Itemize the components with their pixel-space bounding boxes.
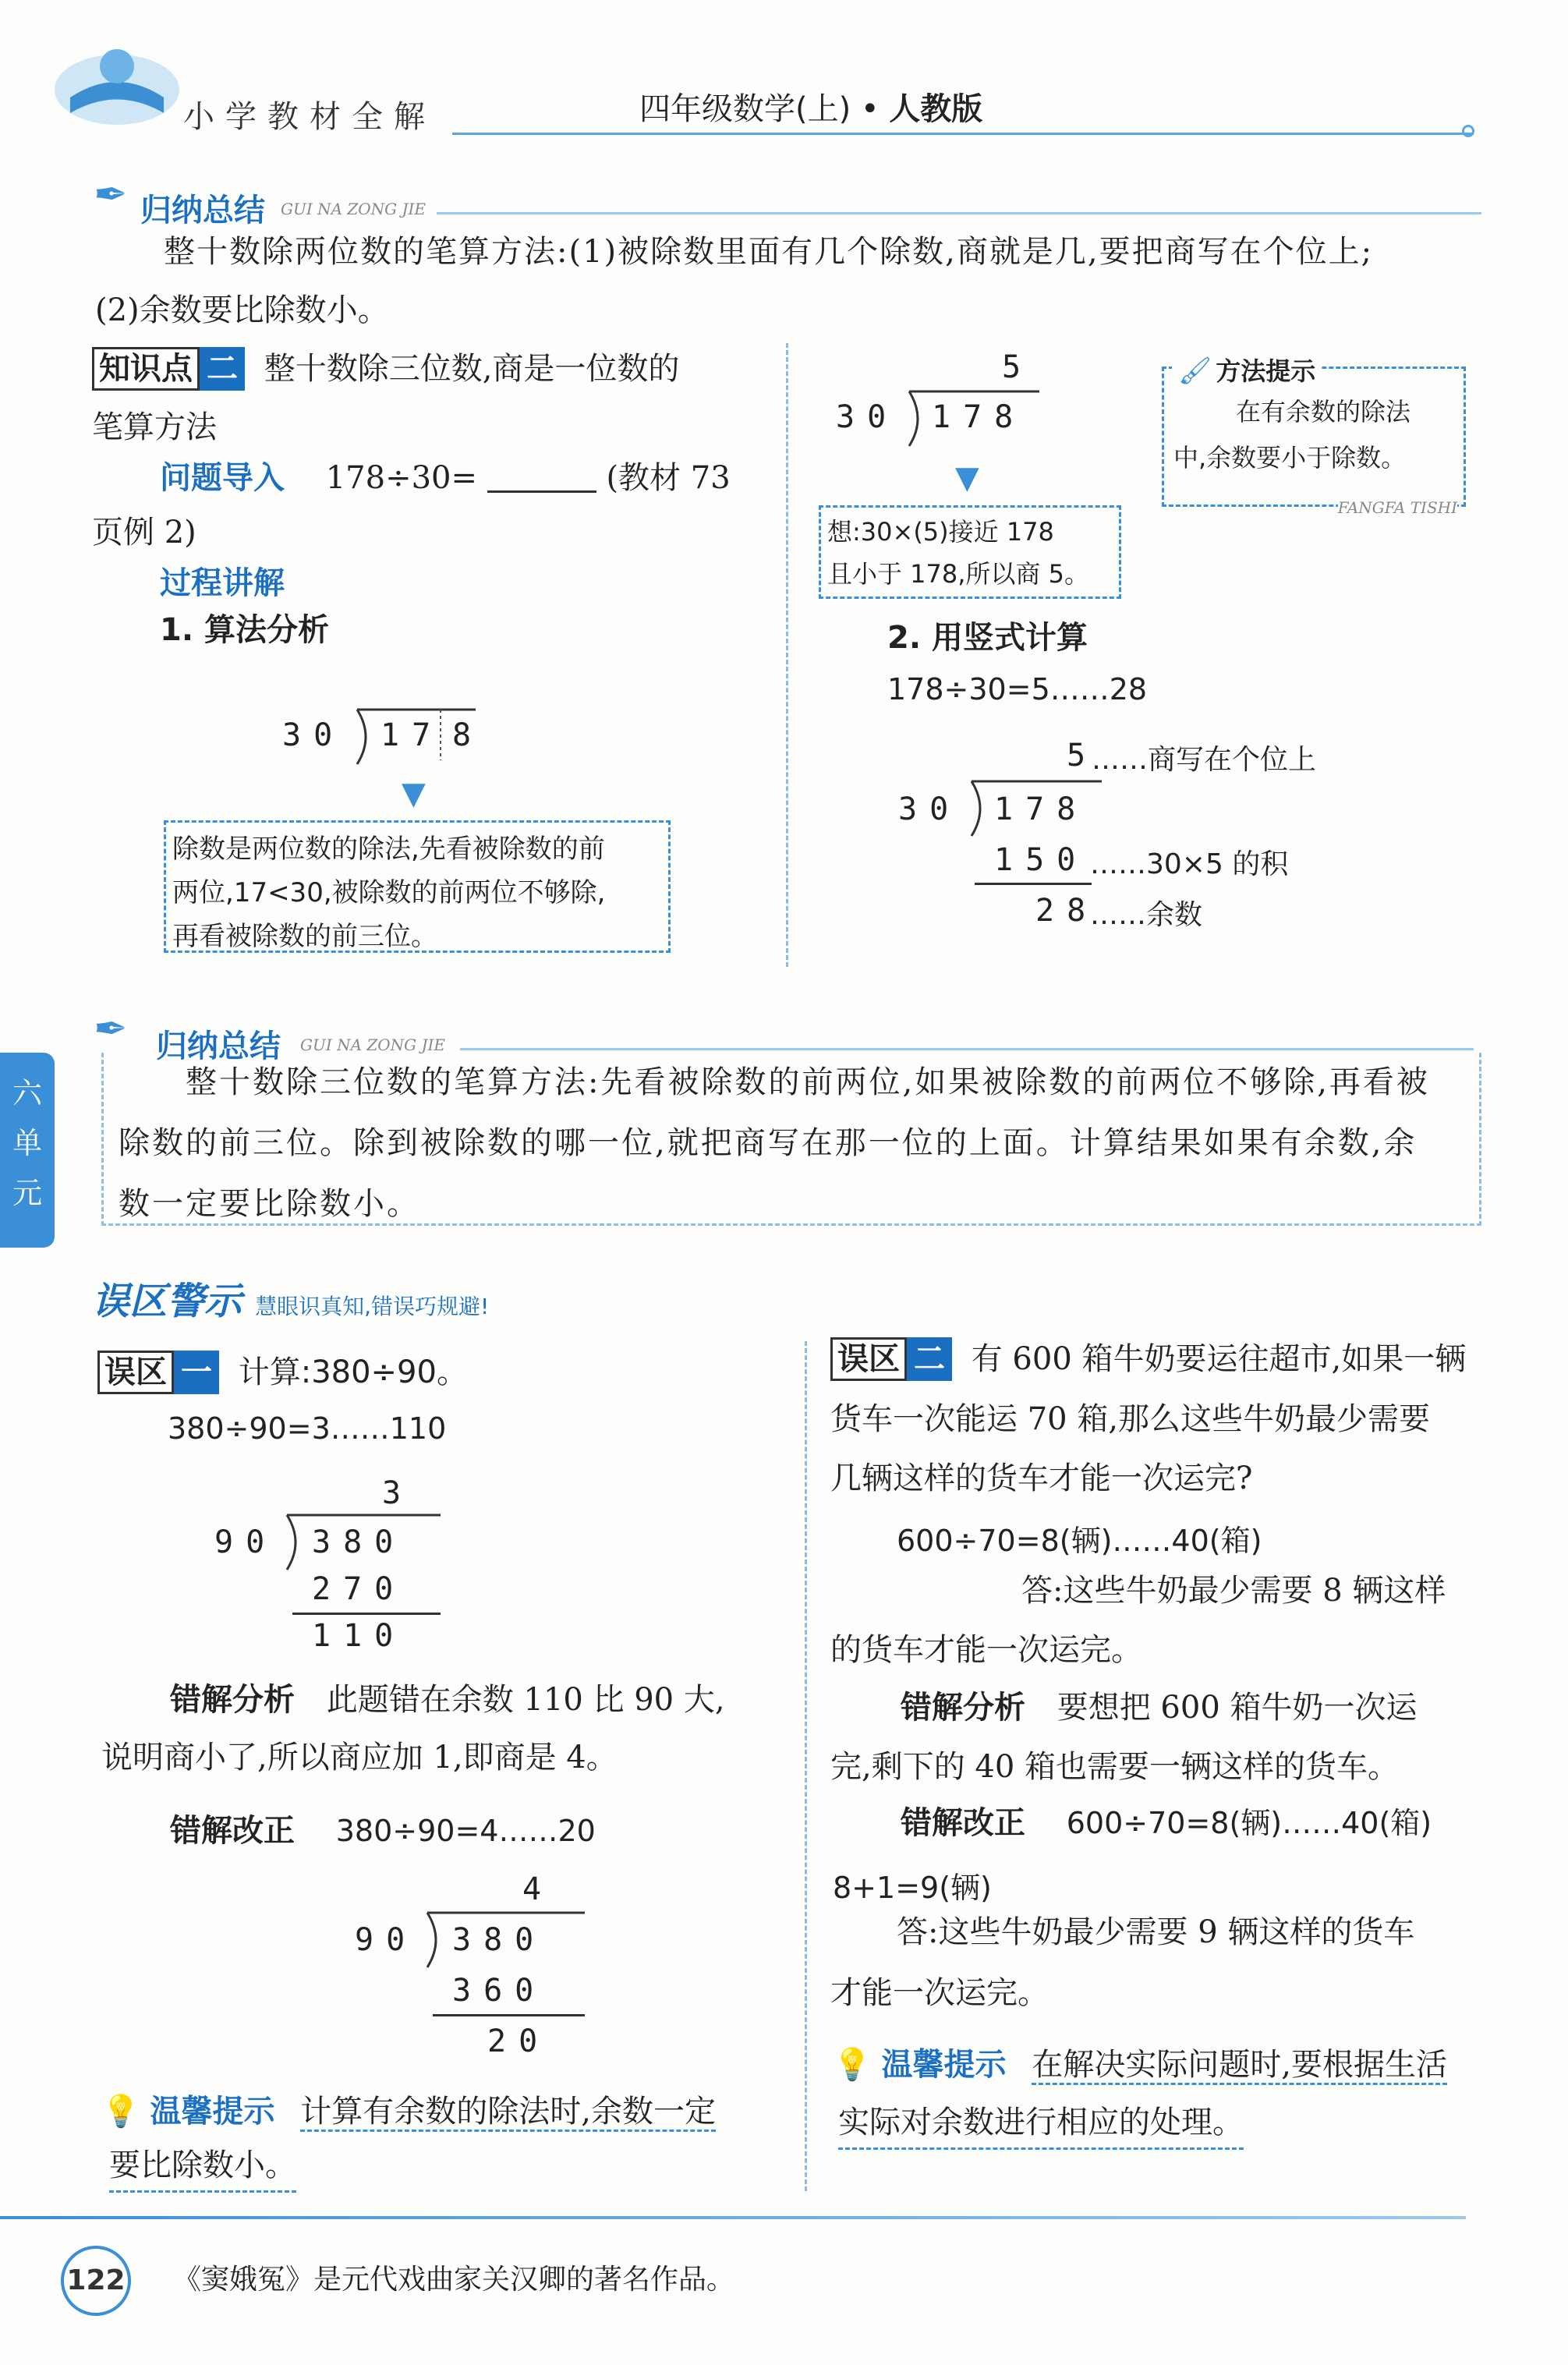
- err1-c-quotient: 4: [522, 1871, 554, 1907]
- err1-tip-label: 温馨提示: [150, 2094, 275, 2130]
- step2-r-note: ……余数: [1090, 899, 1203, 931]
- err1-prompt-text: 计算:380÷90。: [238, 1354, 468, 1390]
- step2-label: 2. 用竖式计算: [887, 620, 1088, 656]
- err1-analysis: [170, 1670, 725, 1729]
- summary2-line3: 数一定要比除数小。: [119, 1186, 420, 1222]
- intro-expr: 178÷30=: [325, 460, 477, 496]
- err2-fix-expr: 600÷70=8(辆)……40(箱): [1066, 1806, 1432, 1840]
- header-rule-dot: [1462, 125, 1474, 137]
- book-name: 四年级数学(上): [639, 91, 851, 127]
- err2-fix-ans-b: 才能一次运完。: [830, 1975, 1049, 2011]
- summary1-rule: [437, 212, 1481, 214]
- header-logo: [47, 23, 179, 133]
- summary2-rule: [460, 1048, 1474, 1050]
- err1-c-dividend: 380: [452, 1922, 547, 1958]
- err2-fix-label: 错解改正: [901, 1805, 1025, 1841]
- err2-wrong-expr: 600÷70=8(辆)……40(箱): [897, 1524, 1262, 1558]
- warning-subtitle: 慧眼识真知,错误巧规避!: [255, 1294, 490, 1319]
- warning-title: 误区警示: [92, 1280, 242, 1323]
- err2-analysis-a: 要想把 600 箱牛奶一次运: [1057, 1690, 1418, 1726]
- err2-tip-b: 实际对余数进行相应的处理。: [838, 2098, 1244, 2150]
- kp-tag: 知识点: [92, 347, 200, 391]
- err2-fix-ans-a: 答:这些牛奶最少需要 9 辆这样的货车: [897, 1914, 1415, 1950]
- err2-analysis-b: 完,剩下的 40 箱也需要一辆这样的货车。: [830, 1749, 1400, 1785]
- err1-tip: [101, 2082, 716, 2141]
- page-number: 122: [61, 2246, 131, 2316]
- book-icon: [47, 23, 179, 133]
- err1-w-rule: [292, 1613, 441, 1615]
- summary1-header: [94, 172, 1466, 228]
- step2-rule: [975, 883, 1092, 885]
- err1-tip-a: 计算有余数的除法时,余数一定: [300, 2094, 716, 2132]
- err2-tip-a: 在解决实际问题时,要根据生活: [1032, 2047, 1447, 2085]
- footer-note: 《窦娥冤》是元代戏曲家关汉卿的著名作品。: [173, 2264, 735, 2296]
- err2-tip-label: 温馨提示: [881, 2047, 1007, 2083]
- err2-wrong-ans-b: 的货车才能一次运完。: [830, 1632, 1142, 1668]
- err2-analysis: [901, 1678, 1418, 1737]
- summary1-pinyin: GUI NA ZONG JIE: [281, 200, 427, 218]
- side-tab-char: 元: [12, 1176, 42, 1210]
- pen-icon: ✒: [94, 172, 128, 218]
- kp-tag-number: 二: [200, 347, 245, 391]
- header-rule: [452, 133, 1474, 135]
- err1-analysis-b: 说明商小了,所以商应加 1,即商是 4。: [101, 1740, 618, 1776]
- err1-w-dividend: 380: [312, 1524, 406, 1560]
- step2-p-note: ……30×5 的积: [1090, 848, 1289, 880]
- tip-title: 方法提示: [1216, 356, 1316, 386]
- think-line: 想:30×(5)接近 178: [827, 517, 1054, 547]
- header-series: 小学教材全解: [183, 99, 436, 135]
- kp2-title-b: 笔算方法: [92, 409, 217, 445]
- err1-w-product: 270: [312, 1571, 406, 1607]
- arrow-down-icon: ▼: [402, 776, 426, 812]
- err1-c-rem: 20: [487, 2023, 550, 2059]
- lightbulb-icon: 💡: [101, 2094, 140, 2130]
- tip-box: [1162, 356, 1466, 517]
- warning-banner: [92, 1271, 489, 1326]
- header-dot: •: [860, 91, 880, 127]
- intro-note-a: (教材 73: [606, 460, 731, 496]
- unit-side-tab: [0, 1053, 55, 1248]
- right-quotient: 5: [1002, 349, 1034, 385]
- summary2-line1: 整十数除三位数的笔算方法:先看被除数的前两位,如果被除数的前两位不够除,再看被: [186, 1064, 1430, 1100]
- err1-c-divisor: 90: [355, 1922, 418, 1958]
- kp2-title-a: 整十数除三位数,商是一位数的: [264, 351, 680, 387]
- tip-line-1: 在有余数的除法: [1236, 397, 1411, 427]
- header-book-title: [639, 84, 982, 129]
- lightbulb-icon: 💡: [833, 2047, 872, 2083]
- err2-q2: 货车一次能运 70 箱,那么这些牛奶最少需要: [830, 1401, 1431, 1437]
- err1-tip-b: 要比除数小。: [109, 2140, 296, 2193]
- step2-quotient: 5: [1067, 738, 1099, 774]
- side-tab-char: 单: [12, 1126, 42, 1160]
- summary2-title: 归纳总结: [156, 1028, 281, 1064]
- kp2-title: [92, 339, 679, 398]
- summary2-pinyin: GUI NA ZONG JIE: [300, 1036, 446, 1054]
- err1-w-divisor: 90: [214, 1524, 278, 1560]
- err1-analysis-label: 错解分析: [170, 1682, 295, 1718]
- step2-q-note: ……商写在个位上: [1092, 744, 1317, 776]
- step2-dividend: 178: [994, 791, 1088, 827]
- err2-fix: [901, 1793, 1432, 1853]
- column-divider: [786, 343, 788, 967]
- brush-icon: 🖌: [1178, 356, 1212, 387]
- step1-divisor: 30: [282, 717, 345, 753]
- err2-fix-expr2: 8+1=9(辆): [833, 1871, 992, 1905]
- step1-box-line: 再看被除数的前三位。: [172, 921, 437, 952]
- right-divisor: 30: [836, 399, 899, 435]
- err1-wrong-expr: 380÷90=3……110: [168, 1411, 447, 1446]
- err1-c-rule: [433, 2014, 585, 2016]
- err2-q1-text: 有 600 箱牛奶要运往超市,如果一辆: [971, 1341, 1467, 1377]
- intro-blank: [487, 490, 596, 493]
- err-tag-number: 二: [907, 1337, 952, 1381]
- err2-wrong-ans-a: 答:这些牛奶最少需要 8 辆这样: [1021, 1573, 1446, 1609]
- pen-icon: ✒: [94, 1006, 128, 1053]
- column-divider-2: [805, 1341, 807, 2191]
- intro-label: 问题导入: [160, 460, 285, 496]
- err2-q1: [830, 1329, 1466, 1389]
- step2-expr: 178÷30=5……28: [887, 672, 1148, 706]
- step1-box: [164, 820, 671, 953]
- right-dividend: 178: [932, 399, 1026, 435]
- err-tag-number: 一: [174, 1351, 219, 1394]
- tip-line-2: 中,余数要小于除数。: [1173, 443, 1407, 473]
- footer-rule: [0, 2216, 1466, 2219]
- think-line: 且小于 178,所以商 5。: [827, 559, 1089, 589]
- think-box: [819, 505, 1121, 599]
- summary2-line2: 除数的前三位。除到被除数的哪一位,就把商写在那一位的上面。计算结果如果有余数,余: [119, 1125, 1418, 1161]
- err1-c-product: 360: [452, 1973, 547, 2009]
- step1-box-line: 两位,17<30,被除数的前两位不够除,: [172, 877, 606, 908]
- err1-fix-expr: 380÷90=4……20: [335, 1814, 596, 1848]
- arrow-down-icon: ▼: [955, 460, 979, 496]
- step1-box-line: 除数是两位数的除法,先看被除数的前: [172, 834, 605, 865]
- err-tag: 误区: [97, 1351, 174, 1394]
- err1-analysis-a: 此题错在余数 110 比 90 大,: [326, 1682, 725, 1718]
- err1-w-quotient: 3: [382, 1475, 414, 1511]
- err2-tip: [833, 2035, 1447, 2094]
- summary1-title: 归纳总结: [140, 193, 265, 228]
- step1-label: 1. 算法分析: [160, 612, 329, 648]
- tip-header: [1172, 352, 1322, 388]
- intro-note-b: 页例 2): [92, 515, 196, 551]
- err1-fix: [170, 1801, 596, 1860]
- step1-dividend-a: 17: [380, 717, 444, 753]
- summary1-line1: 整十数除两位数的笔算方法:(1)被除数里面有几个除数,商就是几,要把商写在个位上;: [164, 234, 1374, 270]
- err2-q3: 几辆这样的货车才能一次运完?: [830, 1460, 1253, 1496]
- step2-product: 150: [994, 842, 1088, 878]
- side-tab-char: 六: [12, 1076, 42, 1110]
- kp2-intro: [160, 448, 731, 508]
- step1-dividend-b: 8: [452, 717, 484, 753]
- step2-divisor: 30: [898, 791, 961, 827]
- err1-prompt: [97, 1343, 468, 1402]
- summary1-line2: (2)余数要比除数小。: [95, 292, 389, 328]
- tip-pinyin: FANGFA TISHI: [1337, 498, 1457, 517]
- err2-analysis-label: 错解分析: [901, 1690, 1025, 1726]
- process-label: 过程讲解: [160, 565, 285, 601]
- err1-w-rem: 110: [312, 1618, 406, 1654]
- err1-fix-label: 错解改正: [170, 1813, 295, 1849]
- edition: 人教版: [889, 91, 983, 127]
- err-tag: 误区: [830, 1337, 907, 1381]
- step2-rem: 28: [1035, 893, 1099, 929]
